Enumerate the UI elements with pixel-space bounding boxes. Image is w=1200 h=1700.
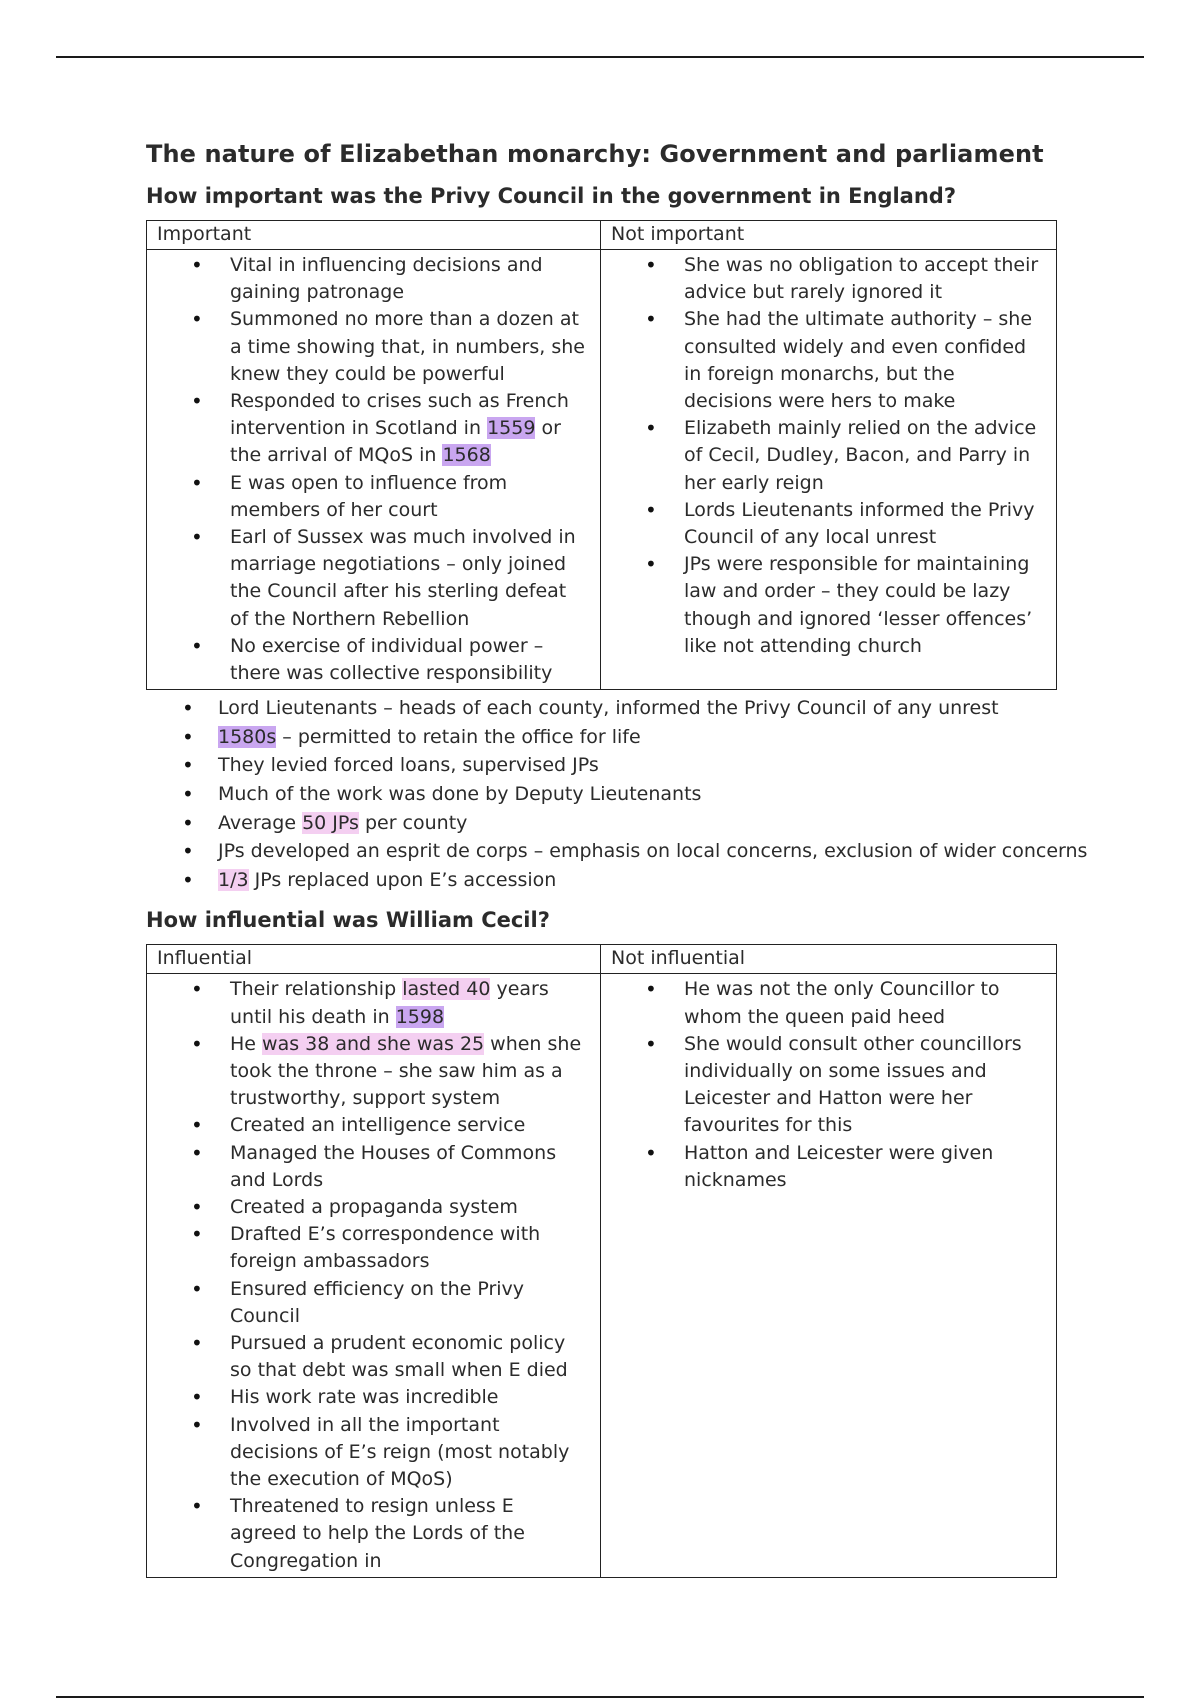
highlight-date: 1568: [442, 444, 491, 467]
list-item: • Responded to crises such as French intervention in Scotland in 1559 or the arrival of MQoS in 1568: [147, 388, 586, 470]
not-important-cell: [601, 250, 1057, 690]
highlight-number: 50 JPs: [302, 811, 359, 834]
list-item: • Vital in influencing decisions and gaining patronage: [147, 252, 586, 306]
list-item: • They levied forced loans, supervised JPs: [146, 751, 1066, 780]
col-header-not-influential: Not influential: [601, 945, 1057, 974]
list-item: • Much of the work was done by Deputy Lieutenants: [146, 780, 1066, 809]
influential-list: [147, 974, 600, 1576]
col-header-influential: Influential: [147, 945, 601, 974]
list-item: • Earl of Sussex was much involved in marriage negotiations – only joined the Council after his sterling defeat of the Northern Rebellion: [147, 524, 586, 633]
list-item: • She would consult other councillors individually on some issues and Leicester and Hatton were her favourites for this: [601, 1031, 1042, 1140]
section2-heading: How influential was William Cecil?: [146, 908, 550, 933]
list-item: • JPs developed an esprit de corps – emphasis on local concerns, exclusion of wider concerns: [146, 837, 1066, 866]
section1-heading: How important was the Privy Council in the government in England?: [146, 184, 957, 208]
list-item: • She had the ultimate authority – she consulted widely and even confided in foreign monarchs, but the decisions were hers to make: [601, 306, 1042, 415]
not-important-list: [601, 250, 1056, 662]
list-item: • He was not the only Councillor to whom the queen paid heed: [601, 976, 1042, 1030]
list-item: • His work rate was incredible: [147, 1384, 586, 1411]
document-title: The nature of Elizabethan monarchy: Government and parliament: [146, 140, 1044, 168]
list-item: • Elizabeth mainly relied on the advice of Cecil, Dudley, Bacon, and Parry in her early reign: [601, 415, 1042, 497]
footer-rule: [56, 1696, 1144, 1698]
list-item: • Created a propaganda system: [147, 1194, 586, 1221]
list-item: • He was 38 and she was 25 when she took the throne – she saw him as a trustworthy, support system: [147, 1031, 586, 1113]
highlight-phrase: was 38 and she was 25: [262, 1032, 485, 1055]
list-item: • She was no obligation to accept their advice but rarely ignored it: [601, 252, 1042, 306]
list-item: • E was open to influence from members of her court: [147, 470, 586, 524]
list-item: • Ensured efficiency on the Privy Council: [147, 1276, 586, 1330]
header-rule: [56, 56, 1144, 58]
highlight-date: 1580s: [218, 725, 277, 748]
highlight-number: 1/3: [218, 868, 249, 891]
highlight-date: 1559: [487, 417, 536, 440]
list-item: • Average 50 JPs per county: [146, 809, 1066, 838]
not-influential-cell: [601, 974, 1057, 1577]
col-header-important: Important: [147, 221, 601, 250]
list-item: • Their relationship lasted 40 years until his death in 1598: [147, 976, 586, 1030]
list-item: • No exercise of individual power – there was collective responsibility: [147, 633, 586, 687]
list-item: • Lords Lieutenants informed the Privy Council of any local unrest: [601, 497, 1042, 551]
document-body: [146, 140, 1088, 1578]
influential-cell: [147, 974, 601, 1577]
not-influential-list: [601, 974, 1056, 1196]
list-item: • 1/3 JPs replaced upon E’s accession: [146, 866, 1066, 895]
list-item: • JPs were responsible for maintaining law and order – they could be lazy though and ignored ‘lesser offences’ like not attending church: [601, 551, 1042, 660]
important-cell: [147, 250, 601, 690]
highlight-date: 1598: [395, 1005, 445, 1028]
lieutenants-list: [146, 694, 1088, 894]
list-item: • Threatened to resign unless E agreed to help the Lords of the Congregation in: [147, 1493, 586, 1575]
col-header-not-important: Not important: [601, 221, 1057, 250]
list-item: • Involved in all the important decisions of E’s reign (most notably the execution of MQoS): [147, 1412, 586, 1494]
list-item: • Created an intelligence service: [147, 1112, 586, 1139]
privy-council-table: [146, 220, 1057, 690]
highlight-phrase: lasted 40: [402, 978, 491, 1001]
list-item: • Managed the Houses of Commons and Lords: [147, 1140, 586, 1194]
list-item: • Pursued a prudent economic policy so that debt was small when E died: [147, 1330, 586, 1384]
cecil-table: [146, 944, 1057, 1577]
list-item: • Drafted E’s correspondence with foreign ambassadors: [147, 1221, 586, 1275]
list-item: • Summoned no more than a dozen at a time showing that, in numbers, she knew they could be powerful: [147, 306, 586, 388]
important-list: [147, 250, 600, 689]
list-item: • Lord Lieutenants – heads of each county, informed the Privy Council of any unrest: [146, 694, 1066, 723]
list-item: • Hatton and Leicester were given nicknames: [601, 1140, 1042, 1194]
list-item: • 1580s – permitted to retain the office for life: [146, 723, 1066, 752]
